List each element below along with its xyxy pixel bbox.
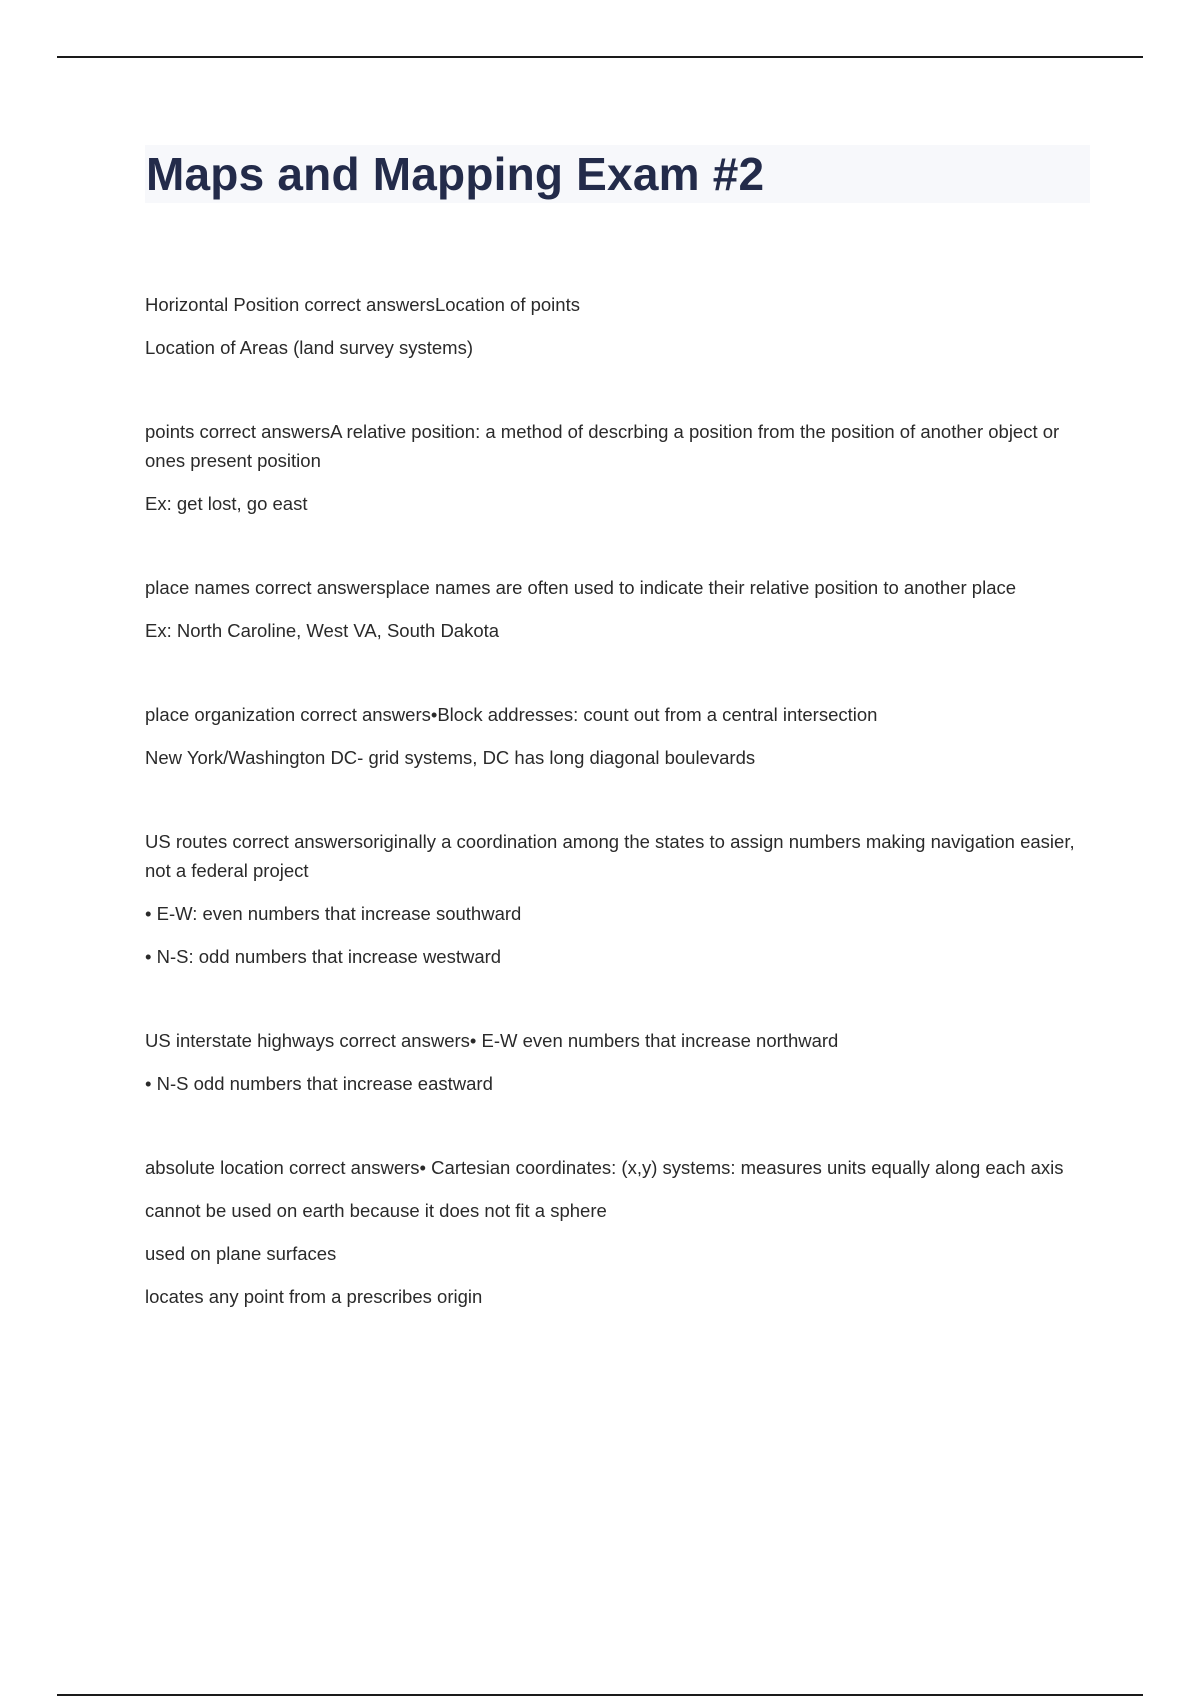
entry-line: Horizontal Position correct answersLocation of points: [145, 294, 580, 315]
entry-line: Ex: get lost, go east: [145, 493, 308, 514]
flashcard-entry: [145, 1026, 1090, 1098]
entry-line: place organization correct answers•Block addresses: count out from a central intersection: [145, 704, 878, 725]
flashcard-entry: [145, 573, 1090, 645]
entry-line: US routes correct answersoriginally a coordination among the states to assign numbers making navigation easier, not a federal project: [145, 831, 1075, 881]
flashcard-entry: [145, 827, 1090, 971]
flashcard-list: [145, 290, 1090, 1311]
entry-line: absolute location correct answers• Cartesian coordinates: (x,y) systems: measures units equally along each axis: [145, 1157, 1064, 1178]
document-title: Maps and Mapping Exam #2: [146, 148, 765, 200]
top-rule: [57, 56, 1143, 58]
entry-line: cannot be used on earth because it does not fit a sphere: [145, 1200, 607, 1221]
entry-line: US interstate highways correct answers• E-W even numbers that increase northward: [145, 1030, 839, 1051]
entry-line: place names correct answersplace names are often used to indicate their relative position to another place: [145, 577, 1017, 598]
entry-line: points correct answersA relative position: a method of descrbing a position from the position of another object or ones present position: [145, 421, 1060, 471]
entry-line: New York/Washington DC- grid systems, DC has long diagonal boulevards: [145, 747, 756, 768]
entry-line: locates any point from a prescribes origin: [145, 1286, 483, 1307]
bottom-rule: [57, 1694, 1143, 1696]
entry-line: Location of Areas (land survey systems): [145, 337, 474, 358]
entry-line: Ex: North Caroline, West VA, South Dakota: [145, 620, 500, 641]
flashcard-entry: [145, 700, 1090, 772]
entry-line: • N-S: odd numbers that increase westward: [145, 946, 502, 967]
flashcard-entry: [145, 1153, 1090, 1311]
title-banner: [145, 145, 1090, 203]
entry-line: • N-S odd numbers that increase eastward: [145, 1073, 493, 1094]
entry-line: used on plane surfaces: [145, 1243, 337, 1264]
entry-line: • E-W: even numbers that increase southward: [145, 903, 522, 924]
flashcard-entry: [145, 417, 1090, 518]
document-body: [145, 145, 1090, 1366]
flashcard-entry: [145, 290, 1090, 362]
